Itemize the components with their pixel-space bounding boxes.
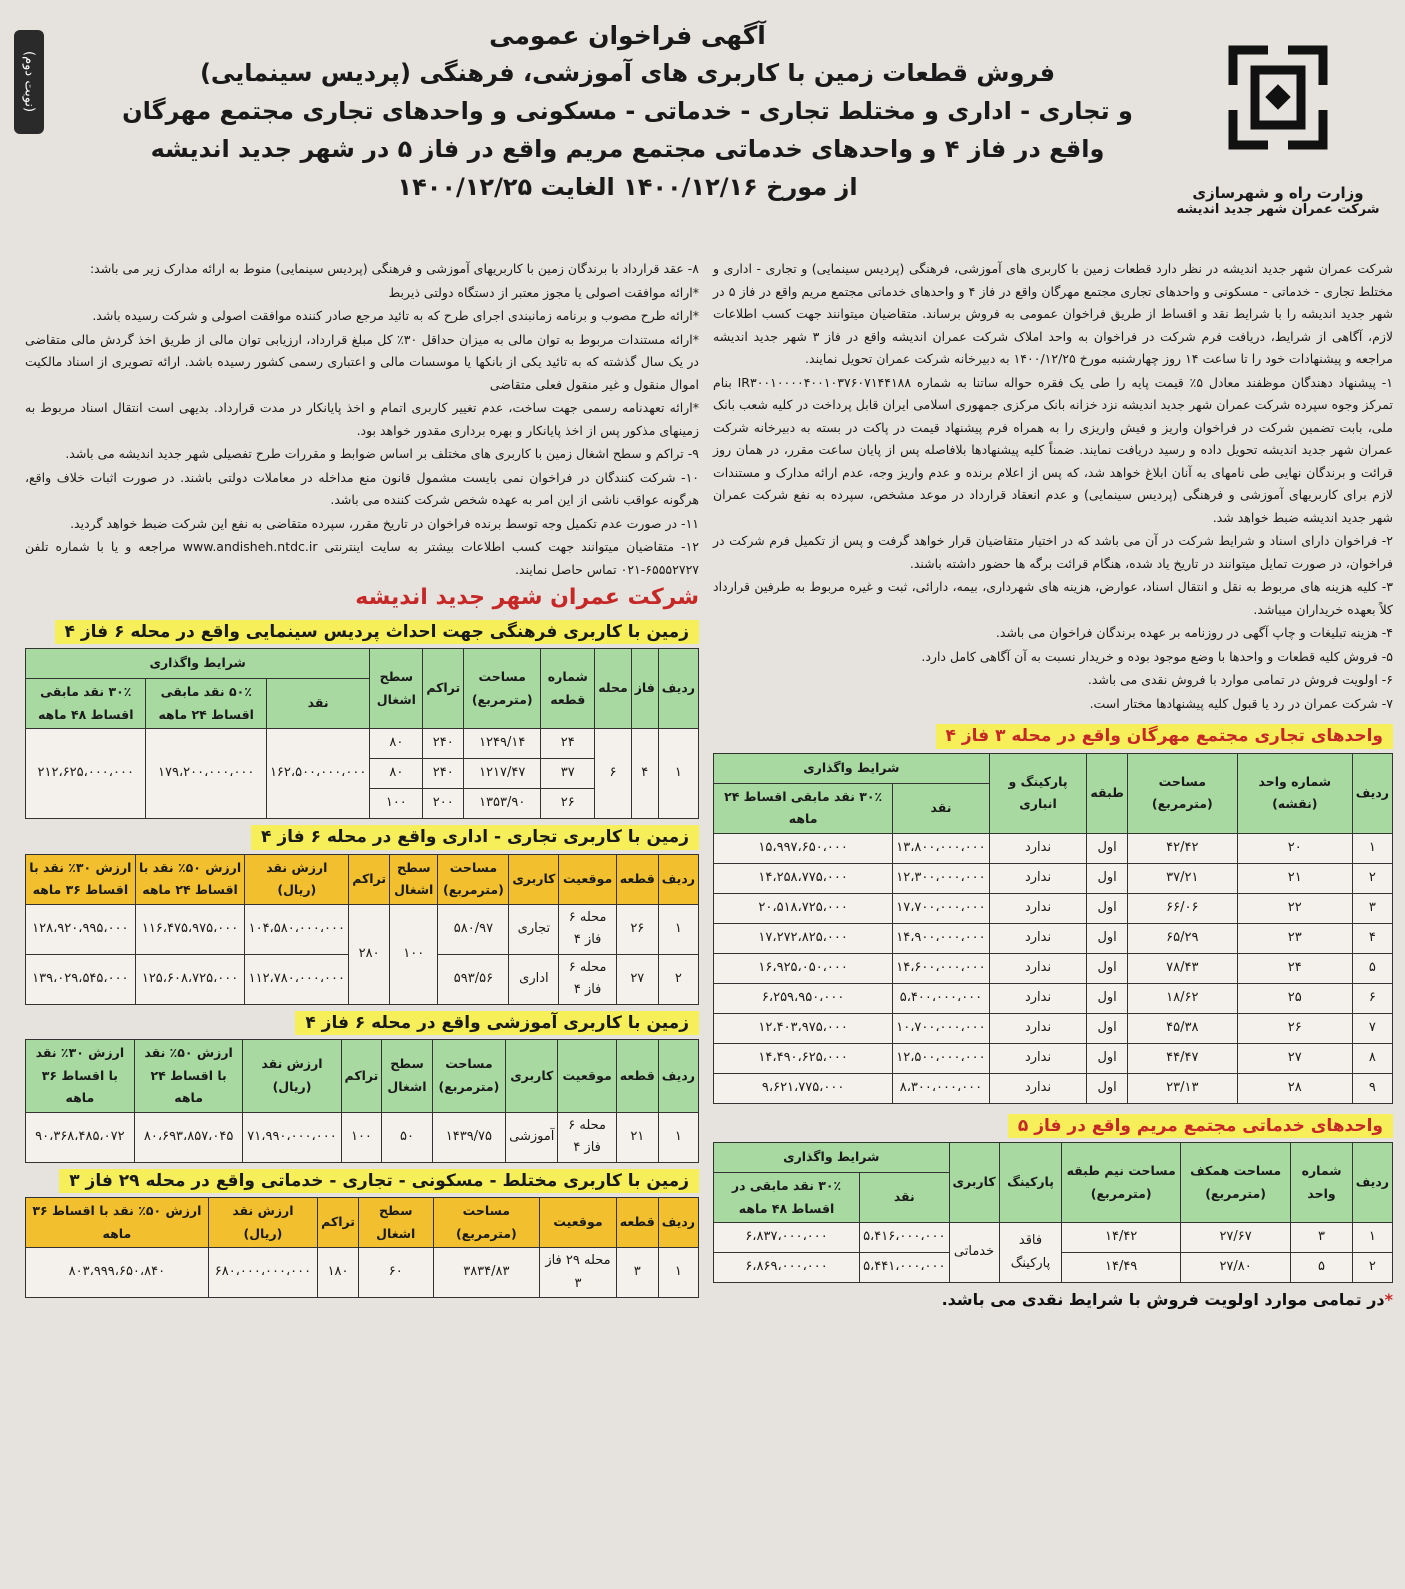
cell: ۲ bbox=[1352, 1253, 1392, 1283]
col-header: ردیف bbox=[658, 1040, 698, 1113]
cell: ۲۶ bbox=[1237, 1013, 1352, 1043]
mixed-table bbox=[25, 1197, 699, 1298]
cell: محله ۶ فاز ۴ bbox=[558, 1112, 616, 1162]
cinema-title: زمین با کاربری فرهنگی جهت احداث پردیس سینمایی واقع در محله ۶ فاز ۴ bbox=[55, 620, 699, 645]
footnote bbox=[713, 1289, 1393, 1312]
col-header: سطح اشغال bbox=[382, 1040, 432, 1113]
table-row bbox=[714, 833, 1393, 863]
cell: ۲۰۰ bbox=[423, 789, 464, 819]
mehregan-title: واحدهای تجاری مجتمع مهرگان واقع در محله ۳ فاز ۴ bbox=[936, 724, 1393, 749]
paragraph: ۴- هزینه تبلیغات و چاپ آگهی در روزنامه بر عهده برندگان فراخوان می باشد. bbox=[995, 625, 1393, 640]
paragraph: ۱۱- در صورت عدم تکمیل وجه توسط برنده فراخوان در تاریخ مقرر، سپرده متقاضی به نفع این شرکت ضبط خواهد گردید. bbox=[70, 515, 699, 531]
cell: ۱۷۹،۲۰۰،۰۰۰،۰۰۰ bbox=[146, 729, 266, 819]
col-header: کاربری bbox=[506, 1040, 558, 1113]
paragraph: ۲- فراخوان دارای اسناد و شرایط شرکت در آن می باشد که در اختیار متقاضیان قرار خواهد گرفت و پس از تکمیل فرم شرکت در فراخوان، در صورت تمایل میتوانند در تاریخ یاد شده، هنگام قرائت برگه ها حضور داشته باشند. bbox=[713, 533, 1393, 571]
table-row bbox=[714, 923, 1393, 953]
cell: ۷ bbox=[1352, 1013, 1392, 1043]
cell: ۸ bbox=[1352, 1043, 1392, 1073]
cell: ۸۰ bbox=[370, 759, 423, 789]
cell: ۱ bbox=[658, 904, 698, 954]
terms-left bbox=[25, 258, 699, 581]
cell: ۳۷ bbox=[541, 759, 595, 789]
table-row bbox=[26, 1112, 699, 1162]
cell: اول bbox=[1087, 1043, 1127, 1073]
col-header: شرایط واگذاری bbox=[714, 1143, 950, 1173]
col-header: مساحت نیم طبقه (مترمربع) bbox=[1062, 1143, 1181, 1223]
cell: ۱۷،۲۷۲،۸۲۵،۰۰۰ bbox=[714, 923, 893, 953]
cell: اول bbox=[1087, 833, 1127, 863]
cell: محله ۶ فاز ۴ bbox=[559, 904, 616, 954]
col-header: تراکم bbox=[318, 1198, 359, 1248]
cell: ۴ bbox=[631, 729, 658, 819]
edu-title: زمین با کاربری آموزشی واقع در محله ۶ فاز ۴ bbox=[295, 1011, 699, 1036]
cell: ۲۴ bbox=[541, 729, 595, 759]
cell: ۱۱۶،۴۷۵،۹۷۵،۰۰۰ bbox=[135, 904, 245, 954]
cell: اول bbox=[1087, 893, 1127, 923]
cell: ۱۲۸،۹۲۰،۹۹۵،۰۰۰ bbox=[26, 904, 136, 954]
star-icon: * bbox=[1384, 1290, 1393, 1309]
cell: ۱ bbox=[1352, 1223, 1392, 1253]
cell: ۸،۳۰۰،۰۰۰،۰۰۰ bbox=[893, 1073, 989, 1103]
cell: ۳۷/۲۱ bbox=[1127, 863, 1237, 893]
col-header: ارزش نقد (ریال) bbox=[208, 1198, 317, 1248]
ministry-name: وزارت راه و شهرسازی bbox=[1192, 184, 1364, 202]
paragraph: ۶- اولویت فروش در تمامی موارد با فروش نقدی می باشد. bbox=[1087, 672, 1393, 687]
cell: ۶۵/۲۹ bbox=[1127, 923, 1237, 953]
cell: ۲۱ bbox=[616, 1112, 658, 1162]
cell: اداری bbox=[509, 954, 559, 1004]
cell: ۲۶ bbox=[616, 904, 658, 954]
cell: ۵،۴۰۰،۰۰۰،۰۰۰ bbox=[893, 983, 989, 1013]
title-line-1: آگهی فراخوان عمومی bbox=[489, 21, 766, 50]
col-header: ارزش نقد (ریال) bbox=[243, 1040, 341, 1113]
cell: ۳ bbox=[1291, 1223, 1353, 1253]
cell: ۲۳ bbox=[1237, 923, 1352, 953]
col-header: نقد bbox=[893, 783, 989, 833]
col-header: ۳۰٪ نقد مابقی در اقساط ۴۸ ماهه bbox=[714, 1173, 860, 1223]
cell: ۱۰۰ bbox=[370, 789, 423, 819]
cell: ۵،۴۱۶،۰۰۰،۰۰۰ bbox=[860, 1223, 949, 1253]
col-header: شماره قطعه bbox=[541, 649, 595, 729]
cell: ۲۷/۸۰ bbox=[1180, 1253, 1290, 1283]
cell: ندارد bbox=[989, 1043, 1087, 1073]
cell: ندارد bbox=[989, 923, 1087, 953]
table-row bbox=[714, 1043, 1393, 1073]
company-signature: شرکت عمران شهر جدید اندیشه bbox=[355, 585, 699, 610]
cell: ۶ bbox=[595, 729, 631, 819]
commercial-table bbox=[25, 854, 699, 1005]
table-row bbox=[714, 863, 1393, 893]
header bbox=[12, 10, 1393, 258]
cell: ۱۴/۴۹ bbox=[1062, 1253, 1181, 1283]
col-header: کاربری bbox=[509, 854, 559, 904]
cell: اول bbox=[1087, 983, 1127, 1013]
edu-table bbox=[25, 1039, 699, 1163]
cell: ۱ bbox=[658, 729, 698, 819]
cell: ندارد bbox=[989, 1073, 1087, 1103]
col-header: ارزش نقد (ریال) bbox=[245, 854, 349, 904]
cell: ۳ bbox=[1352, 893, 1392, 923]
cell: محله ۶ فاز ۴ bbox=[559, 954, 616, 1004]
terms-right bbox=[713, 258, 1393, 715]
company-name: شرکت عمران شهر جدید اندیشه bbox=[1176, 202, 1380, 217]
cell: ۳۸۳۴/۸۳ bbox=[433, 1248, 540, 1298]
cell: ۲ bbox=[658, 954, 698, 1004]
cell: ۴ bbox=[1352, 923, 1392, 953]
cell: ۱۸۰ bbox=[318, 1248, 359, 1298]
col-header: ارزش ۵۰٪ نقد با اقساط ۲۴ ماهه bbox=[135, 854, 245, 904]
paragraph: *ارائه طرح مصوب و برنامه زمانبندی اجرای طرح که به تائید مرجع صادر کننده موافقت اصولی و شرکت رسیده باشد. bbox=[92, 308, 699, 323]
table-row bbox=[26, 904, 699, 954]
paragraph: *ارائه تعهدنامه رسمی جهت ساخت، عدم تغییر کاربری اتمام و اخذ پایانکار در مدت قرارداد. بدیهی است انتقال اسناد مربوط به زمینهای مذکور پس از اخذ پایانکار و بهره برداری مقدور خواهد بود. bbox=[25, 400, 699, 438]
cell: ۱۲،۵۰۰،۰۰۰،۰۰۰ bbox=[893, 1043, 989, 1073]
cell: ۱۴،۲۵۸،۷۷۵،۰۰۰ bbox=[714, 863, 893, 893]
left-column bbox=[19, 258, 699, 1312]
col-header: ردیف bbox=[658, 854, 698, 904]
col-header: پارکینگ bbox=[999, 1143, 1062, 1223]
cell: ۲۱۲،۶۲۵،۰۰۰،۰۰۰ bbox=[26, 729, 146, 819]
cell: ۲۴ bbox=[1237, 953, 1352, 983]
cell: ۱۴۳۹/۷۵ bbox=[432, 1112, 505, 1162]
table-row bbox=[714, 953, 1393, 983]
cell: ۱۸/۶۲ bbox=[1127, 983, 1237, 1013]
cell: تجاری bbox=[509, 904, 559, 954]
table-row bbox=[26, 1248, 699, 1298]
round-badge: (نوبت دوم) bbox=[14, 30, 44, 134]
maryam-table bbox=[713, 1142, 1393, 1283]
cell: ۱ bbox=[658, 1248, 698, 1298]
cell: ۱۴/۴۲ bbox=[1062, 1223, 1181, 1253]
cell: ۱۰،۷۰۰،۰۰۰،۰۰۰ bbox=[893, 1013, 989, 1043]
col-header: قطعه bbox=[616, 854, 658, 904]
paragraph: ۵- فروش کلیه قطعات و واحدها با وضع موجود بوده و خریدار نسبت به آن آگاهی کامل دارد. bbox=[921, 648, 1393, 664]
mixed-title: زمین با کاربری مختلط - مسکونی - تجاری - خدماتی واقع در محله ۲۹ فاز ۳ bbox=[59, 1169, 699, 1194]
table-row bbox=[714, 1073, 1393, 1103]
col-header: نقد bbox=[266, 679, 369, 729]
col-header: پارکینگ و انباری bbox=[989, 753, 1087, 833]
cell: ۶۶/۰۶ bbox=[1127, 893, 1237, 923]
cell: ۱۲۴۹/۱۴ bbox=[464, 729, 541, 759]
cell: ۵ bbox=[1291, 1253, 1353, 1283]
cell: ۴۵/۳۸ bbox=[1127, 1013, 1237, 1043]
cell: فاقد پارکینگ bbox=[999, 1223, 1062, 1283]
col-header: ۳۰٪ نقد مابقی اقساط ۲۴ ماهه bbox=[714, 783, 893, 833]
paragraph: *ارائه مستندات مربوط به توان مالی به میزان حداقل ۳۰٪ کل مبلغ قرارداد، ارزیابی توان مالی از طریق اخذ گردش مالی متقاضی در یک سال گذشته که به تائید یکی از بانکها یا موسسات مالی و اعتباری رسمی کشور رسیده باشد. ارائه تصویری از اسناد مالکیت اموال منقول و غیر منقول فعلی متقاضی bbox=[25, 331, 700, 392]
cell: ۲۳/۱۳ bbox=[1127, 1073, 1237, 1103]
col-header: تراکم bbox=[423, 649, 464, 729]
right-column bbox=[713, 258, 1393, 1312]
body-columns bbox=[12, 258, 1393, 1312]
col-header: مساحت (مترمربع) bbox=[438, 854, 509, 904]
paragraph: ۱- پیشنهاد دهندگان موظفند معادل ۵٪ قیمت پایه را طی یک فقره حواله ساتنا به شماره IR۳۰۰۱۰۰۰۰۴۰۰۱۰۳۷۶۰۷۱۴۴۱۸۸ بنام تمرکز وجوه سپرده شرکت عمران شهر جدید اندیشه نزد خزانه بانک مرکزی جمهوری اسلامی ایران قابل پرداخت در کلیه شعب بانک ملی، بابت تضمین شرکت در فراخوان واریز و فیش واریزی را به همراه فرم پیشنهاد قیمت در پاکت در بسته به دبیرخانه شرکت عمران شهر جدید اندیشه تحویل داده و رسید دریافت نمایند. ضمناً کلیه پیشنهادها بلافاصله پس از پایان ساعت مقرر، در همان روز قرائت و برندگان نهایی طی نامهای به آنان ابلاغ خواهد شد، که پس از اعلام برنده و عدم واریز وجه، عدم ارائه مدارک و مستندات لازم برای کاربریهای آموزشی و فرهنگی (پردیس سینمایی) و عدم انعقاد قرارداد در موعد مشخص، سپرده به نفع شرکت عمران شهر جدید اندیشه ضبط خواهد شد. bbox=[713, 374, 1394, 525]
cell: ۸۰ bbox=[370, 729, 423, 759]
col-header: شرایط واگذاری bbox=[26, 649, 370, 679]
cell: ۶۰ bbox=[358, 1248, 433, 1298]
cell: ۹ bbox=[1352, 1073, 1392, 1103]
cell: اول bbox=[1087, 1013, 1127, 1043]
title-line-5: از مورخ ۱۴۰۰/۱۲/۱۶ الغایت ۱۴۰۰/۱۲/۲۵ bbox=[397, 173, 858, 201]
cell: ۲۷ bbox=[616, 954, 658, 1004]
title-line-4: واقع در فاز ۴ و واحدهای خدماتی مجتمع مریم واقع در فاز ۵ در شهر جدید اندیشه bbox=[150, 135, 1105, 163]
cell: ۱۲،۳۰۰،۰۰۰،۰۰۰ bbox=[893, 863, 989, 893]
paragraph: ۳- کلیه هزینه های مربوط به نقل و انتقال اسناد، عوارض، هزینه های شهرداری، بیمه، دارائی، ثبت و غیره مربوط به طرفین قرارداد کلاً بعهده خریداران میباشد. bbox=[713, 579, 1393, 617]
cell: ۲۵ bbox=[1237, 983, 1352, 1013]
col-header: فاز bbox=[631, 649, 658, 729]
col-header: ردیف bbox=[1352, 753, 1392, 833]
cell: ۵۸۰/۹۷ bbox=[438, 904, 509, 954]
cell: ۱۴،۹۰۰،۰۰۰،۰۰۰ bbox=[893, 923, 989, 953]
cell: ۳ bbox=[616, 1248, 658, 1298]
cell: ۱۷،۷۰۰،۰۰۰،۰۰۰ bbox=[893, 893, 989, 923]
cell: ۶ bbox=[1352, 983, 1392, 1013]
cell: ۵۰ bbox=[382, 1112, 432, 1162]
table-row bbox=[714, 1013, 1393, 1043]
cell: اول bbox=[1087, 953, 1127, 983]
paragraph: ۸- عقد قرارداد با برندگان زمین با کاربریهای آموزشی و فرهنگی (پردیس سینمایی) منوط به ارائه مدارک زیر می باشد: bbox=[89, 261, 699, 276]
cell: ۹،۶۲۱،۷۷۵،۰۰۰ bbox=[714, 1073, 893, 1103]
col-header: ارزش ۳۰٪ نقد با اقساط ۳۶ ماهه bbox=[26, 854, 136, 904]
cell: ۲۱ bbox=[1237, 863, 1352, 893]
cell: ۵،۴۴۱،۰۰۰،۰۰۰ bbox=[860, 1253, 949, 1283]
cell: ندارد bbox=[989, 893, 1087, 923]
col-header: سطح اشغال bbox=[390, 854, 438, 904]
cell: ۲۰،۵۱۸،۷۲۵،۰۰۰ bbox=[714, 893, 893, 923]
col-header: قطعه bbox=[616, 1198, 658, 1248]
paragraph: شرکت عمران شهر جدید اندیشه در نظر دارد قطعات زمین با کاربری های آموزشی، فرهنگی (پردیس سینمایی) و تجاری - اداری و مختلط تجاری - خدماتی - مسکونی و واحدهای تجاری مجتمع مهرگان واقع در فاز ۴ و واحدهای خدماتی مجتمع مریم واقع در فاز ۵ در شهر جدید اندیشه را با شرایط نقد و اقساط از طریق فراخوان عمومی به فروش برساند. متقاضیان میتوانند جهت کسب اطلاعات لازم، آگاهی از شرایط، دریافت فرم شرکت در فراخوان به واحد املاک شرکت عمران اندیشه واقع در فاز ۳ شهر جدید اندیشه مراجعه و پیشنهادات خود را تا ساعت ۱۴ روز چهارشنبه مورخ ۱۴۰۰/۱۲/۲۵ به دبیرخانه شرکت عمران تحویل نمایند. bbox=[713, 261, 1394, 366]
paragraph: *ارائه موافقت اصولی یا مجوز معتبر از دستگاه دولتی ذیربط bbox=[388, 284, 699, 300]
cell: ۵۹۳/۵۶ bbox=[438, 954, 509, 1004]
table-row bbox=[714, 893, 1393, 923]
cell: ۷۱،۹۹۰،۰۰۰،۰۰۰ bbox=[243, 1112, 341, 1162]
col-header: شماره واحد bbox=[1291, 1143, 1353, 1223]
cell: ۲۷/۶۷ bbox=[1180, 1223, 1290, 1253]
col-header: مساحت (مترمربع) bbox=[432, 1040, 505, 1113]
col-header: ارزش ۵۰٪ نقد با اقساط ۲۴ ماهه bbox=[134, 1040, 243, 1113]
col-header: تراکم bbox=[341, 1040, 382, 1113]
col-header: مساحت (مترمربع) bbox=[1127, 753, 1237, 833]
cell: ۱۵،۹۹۷،۶۵۰،۰۰۰ bbox=[714, 833, 893, 863]
table-row bbox=[714, 983, 1393, 1013]
cell: ندارد bbox=[989, 953, 1087, 983]
title-line-2: فروش قطعات زمین با کاربری های آموزشی، فرهنگی (پردیس سینمایی) bbox=[199, 59, 1056, 87]
cell: ۴۲/۴۲ bbox=[1127, 833, 1237, 863]
col-header: کاربری bbox=[949, 1143, 999, 1223]
cell: ۱۰۰ bbox=[390, 904, 438, 1004]
cell: ۱۱۲،۷۸۰،۰۰۰،۰۰۰ bbox=[245, 954, 349, 1004]
table-row bbox=[26, 729, 699, 759]
title-line-3: و تجاری - اداری و مختلط تجاری - خدماتی - مسکونی و واحدهای تجاری مجتمع مهرگان bbox=[122, 97, 1133, 125]
cell: اول bbox=[1087, 1073, 1127, 1103]
cell: ۱۳۵۳/۹۰ bbox=[464, 789, 541, 819]
cell: ۷۸/۴۳ bbox=[1127, 953, 1237, 983]
cell: ۱۳۹،۰۲۹،۵۴۵،۰۰۰ bbox=[26, 954, 136, 1004]
col-header: ارزش ۵۰٪ نقد با اقساط ۳۶ ماهه bbox=[26, 1198, 209, 1248]
cell: ۱۳،۸۰۰،۰۰۰،۰۰۰ bbox=[893, 833, 989, 863]
cell: ۱۰۴،۵۸۰،۰۰۰،۰۰۰ bbox=[245, 904, 349, 954]
table-row bbox=[714, 1223, 1393, 1253]
logo-block bbox=[1163, 10, 1393, 217]
cell: ۱۶،۹۲۵،۰۵۰،۰۰۰ bbox=[714, 953, 893, 983]
mehregan-table bbox=[713, 753, 1393, 1104]
cell: اول bbox=[1087, 863, 1127, 893]
col-header: مساحت (مترمربع) bbox=[433, 1198, 540, 1248]
cell: ۲۸۰ bbox=[349, 904, 390, 1004]
col-header: شماره واحد (نقشه) bbox=[1237, 753, 1352, 833]
col-header: موقعیت bbox=[559, 854, 616, 904]
cell: ۲۰ bbox=[1237, 833, 1352, 863]
col-header: تراکم bbox=[349, 854, 390, 904]
cell: ۲ bbox=[1352, 863, 1392, 893]
cell: اول bbox=[1087, 923, 1127, 953]
cell: محله ۲۹ فاز ۳ bbox=[540, 1248, 617, 1298]
cell: خدماتی bbox=[949, 1223, 999, 1283]
cell: ۸۰،۶۹۳،۸۵۷،۰۴۵ bbox=[134, 1112, 243, 1162]
cell: ۱ bbox=[658, 1112, 698, 1162]
cell: ۹۰،۳۶۸،۴۸۵،۰۷۲ bbox=[26, 1112, 135, 1162]
cell: ۶،۸۶۹،۰۰۰،۰۰۰ bbox=[714, 1253, 860, 1283]
col-header: ردیف bbox=[1352, 1143, 1392, 1223]
cell: ۵ bbox=[1352, 953, 1392, 983]
commercial-title: زمین با کاربری تجاری - اداری واقع در محله ۶ فاز ۴ bbox=[251, 825, 699, 850]
cell: ۶۸۰،۰۰۰،۰۰۰،۰۰۰ bbox=[208, 1248, 317, 1298]
cell: ۲۴۰ bbox=[423, 729, 464, 759]
cell: ۲۶ bbox=[541, 789, 595, 819]
col-header: ردیف bbox=[658, 649, 698, 729]
col-header: محله bbox=[595, 649, 631, 729]
cell: ۲۴۰ bbox=[423, 759, 464, 789]
col-header: طبقه bbox=[1087, 753, 1127, 833]
ministry-logo-icon bbox=[1213, 30, 1343, 180]
cell: ندارد bbox=[989, 1013, 1087, 1043]
paragraph: ۱۰- شرکت کنندگان در فراخوان نمی بایست مشمول قانون منع مداخله در معاملات دولتی باشند. در صورت اثبات خلاف واقع، هرگونه عواقب ناشی از این امر به عهده شخص شرکت کننده می باشد. bbox=[25, 469, 699, 507]
col-header: قطعه bbox=[616, 1040, 658, 1113]
cinema-table bbox=[25, 648, 699, 819]
cell: ۲۸ bbox=[1237, 1073, 1352, 1103]
col-header: شرایط واگذاری bbox=[714, 753, 990, 783]
cell: ۶،۲۵۹،۹۵۰،۰۰۰ bbox=[714, 983, 893, 1013]
col-header: ارزش ۳۰٪ نقد با اقساط ۳۶ ماهه bbox=[26, 1040, 135, 1113]
col-header: نقد bbox=[860, 1173, 949, 1223]
cell: ندارد bbox=[989, 863, 1087, 893]
paragraph: ۹- تراکم و سطح اشغال زمین با کاربری های مختلف بر اساس ضوابط و مقررات طرح تفصیلی شهر جدید اندیشه می باشد. bbox=[65, 446, 699, 461]
col-header: ۳۰٪ نقد مابقی اقساط ۴۸ ماهه bbox=[26, 679, 146, 729]
col-header: ردیف bbox=[658, 1198, 698, 1248]
cell: ۱۶۲،۵۰۰،۰۰۰،۰۰۰ bbox=[266, 729, 369, 819]
paragraph: ۱۲- متقاضیان میتوانند جهت کسب اطلاعات بیشتر به سایت اینترنتی www.andisheh.ntdc.ir مراجعه و یا با شماره تلفن ۶۵۵۵۲۷۲۷-۰۲۱ تماس حاصل نمایند. bbox=[25, 539, 700, 577]
cell: ۱ bbox=[1352, 833, 1392, 863]
col-header: مساحت همکف (مترمربع) bbox=[1180, 1143, 1290, 1223]
cell: ۲۲ bbox=[1237, 893, 1352, 923]
cell: آموزشی bbox=[506, 1112, 558, 1162]
cell: ۱۲۱۷/۴۷ bbox=[464, 759, 541, 789]
title-block bbox=[12, 10, 1163, 206]
cell: ۱۰۰ bbox=[341, 1112, 382, 1162]
col-header: ۵۰٪ نقد مابقی اقساط ۲۴ ماهه bbox=[146, 679, 266, 729]
cell: ۱۴،۶۰۰،۰۰۰،۰۰۰ bbox=[893, 953, 989, 983]
cell: ۶،۸۳۷،۰۰۰،۰۰۰ bbox=[714, 1223, 860, 1253]
footnote-text: در تمامی موارد اولویت فروش با شرایط نقدی می باشد. bbox=[941, 1290, 1385, 1309]
col-header: سطح اشغال bbox=[370, 649, 423, 729]
col-header: سطح اشغال bbox=[358, 1198, 433, 1248]
cell: ۴۴/۴۷ bbox=[1127, 1043, 1237, 1073]
maryam-title: واحدهای خدماتی مجتمع مریم واقع در فاز ۵ bbox=[1008, 1114, 1393, 1139]
cell: ۸۰۳،۹۹۹،۶۵۰،۸۴۰ bbox=[26, 1248, 209, 1298]
col-header: مساحت (مترمربع) bbox=[464, 649, 541, 729]
cell: ۱۲۵،۶۰۸،۷۲۵،۰۰۰ bbox=[135, 954, 245, 1004]
col-header: موقعیت bbox=[558, 1040, 616, 1113]
cell: ۱۲،۴۰۳،۹۷۵،۰۰۰ bbox=[714, 1013, 893, 1043]
col-header: موقعیت bbox=[540, 1198, 617, 1248]
cell: ۲۷ bbox=[1237, 1043, 1352, 1073]
cell: ندارد bbox=[989, 983, 1087, 1013]
cell: ندارد bbox=[989, 833, 1087, 863]
cell: ۱۴،۴۹۰،۶۲۵،۰۰۰ bbox=[714, 1043, 893, 1073]
paragraph: ۷- شرکت عمران در رد یا قبول کلیه پیشنهادها مختار است. bbox=[1089, 695, 1393, 711]
